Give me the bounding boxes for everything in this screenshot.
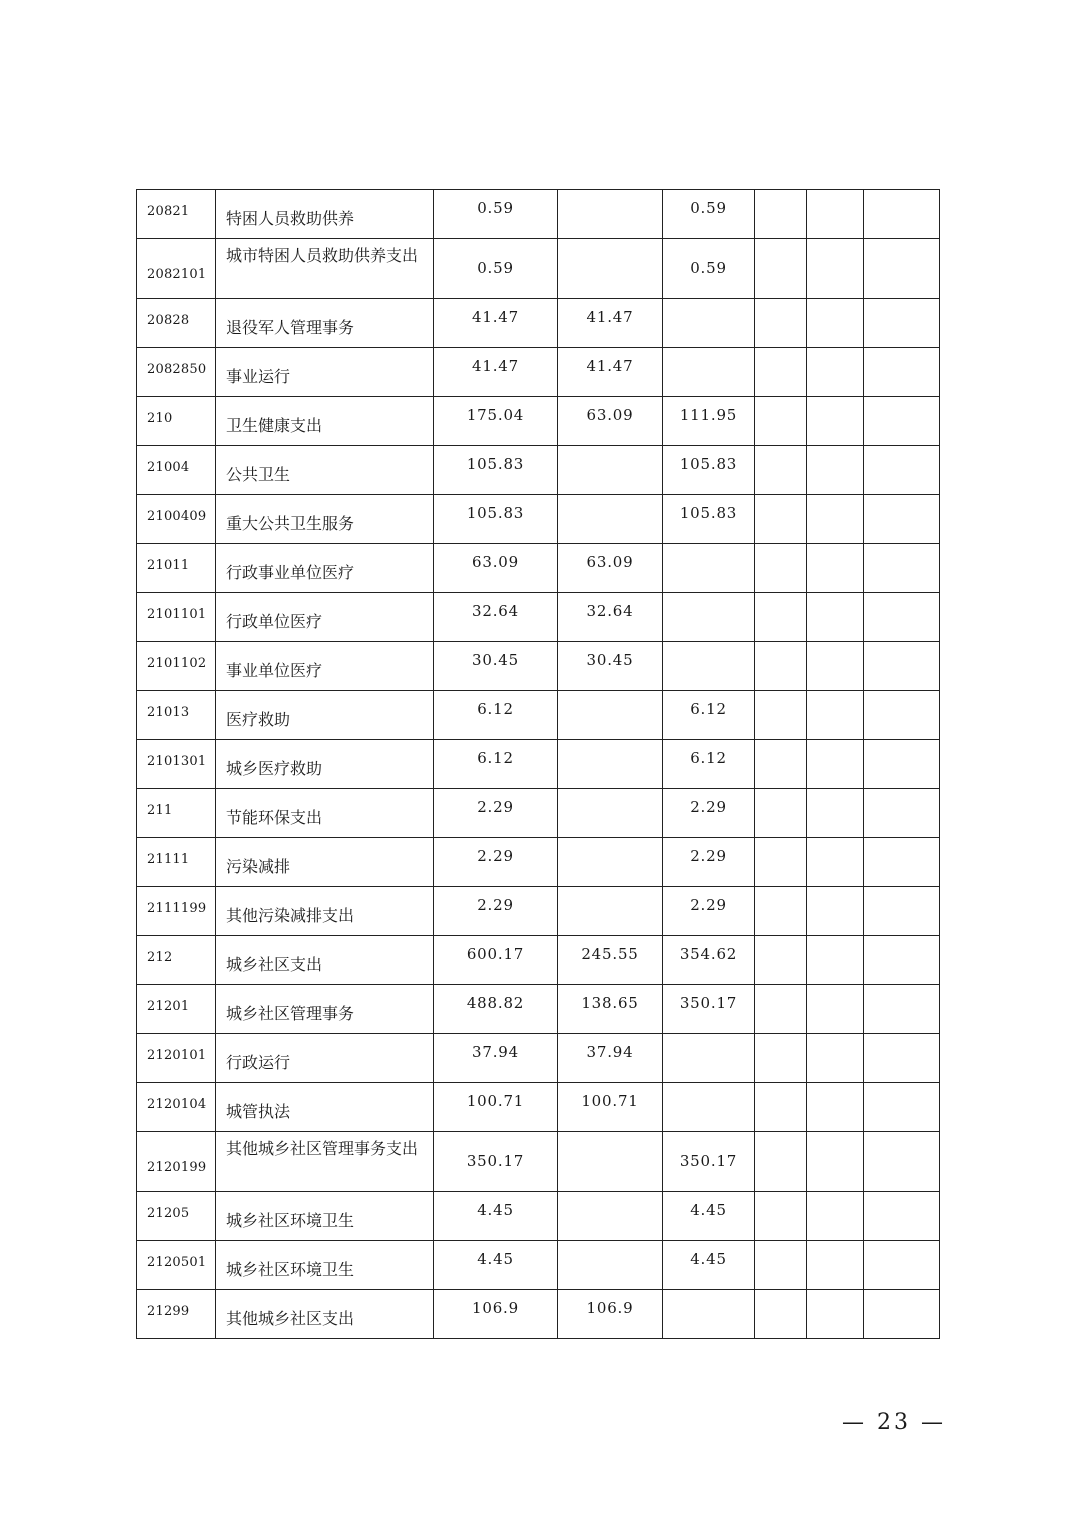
column-6-cell (755, 1132, 807, 1192)
account-name-cell: 医疗救助 (216, 691, 434, 740)
column-6-cell (755, 1192, 807, 1241)
column-7-cell (807, 495, 864, 544)
column-8-cell (864, 1241, 940, 1290)
column-6-cell (755, 299, 807, 348)
project-expenditure-cell: 0.59 (663, 190, 755, 239)
table-row (137, 397, 940, 446)
column-6-cell (755, 544, 807, 593)
total-cell: 37.94 (434, 1034, 558, 1083)
basic-expenditure-cell: 63.09 (558, 397, 663, 446)
column-7-cell (807, 190, 864, 239)
column-6-cell (755, 838, 807, 887)
account-code-cell: 212 (137, 936, 216, 985)
column-8-cell (864, 299, 940, 348)
basic-expenditure-cell: 30.45 (558, 642, 663, 691)
table-row (137, 1192, 940, 1241)
table-row (137, 239, 940, 299)
basic-expenditure-cell (558, 887, 663, 936)
column-7-cell (807, 593, 864, 642)
basic-expenditure-cell (558, 1241, 663, 1290)
account-name-cell: 退役军人管理事务 (216, 299, 434, 348)
account-name-cell: 污染减排 (216, 838, 434, 887)
account-name-cell: 事业运行 (216, 348, 434, 397)
account-code-cell: 2111199 (137, 887, 216, 936)
table-row (137, 1241, 940, 1290)
column-7-cell (807, 1132, 864, 1192)
project-expenditure-cell (663, 593, 755, 642)
basic-expenditure-cell (558, 691, 663, 740)
table-row (137, 642, 940, 691)
project-expenditure-cell: 350.17 (663, 985, 755, 1034)
column-7-cell (807, 397, 864, 446)
account-name-cell: 重大公共卫生服务 (216, 495, 434, 544)
project-expenditure-cell (663, 1290, 755, 1339)
basic-expenditure-cell (558, 838, 663, 887)
project-expenditure-cell: 105.83 (663, 495, 755, 544)
account-code-cell: 21299 (137, 1290, 216, 1339)
total-cell: 30.45 (434, 642, 558, 691)
project-expenditure-cell: 354.62 (663, 936, 755, 985)
column-8-cell (864, 495, 940, 544)
table-row (137, 740, 940, 789)
table-row (137, 838, 940, 887)
column-6-cell (755, 691, 807, 740)
basic-expenditure-cell (558, 1192, 663, 1241)
project-expenditure-cell (663, 642, 755, 691)
basic-expenditure-cell (558, 1132, 663, 1192)
column-8-cell (864, 593, 940, 642)
account-name-cell: 城乡社区环境卫生 (216, 1192, 434, 1241)
column-6-cell (755, 985, 807, 1034)
total-cell: 2.29 (434, 838, 558, 887)
total-cell: 32.64 (434, 593, 558, 642)
column-6-cell (755, 1241, 807, 1290)
column-8-cell (864, 1290, 940, 1339)
account-name-cell: 城乡医疗救助 (216, 740, 434, 789)
column-8-cell (864, 740, 940, 789)
column-8-cell (864, 544, 940, 593)
account-name-cell: 城管执法 (216, 1083, 434, 1132)
total-cell: 350.17 (434, 1132, 558, 1192)
project-expenditure-cell: 2.29 (663, 789, 755, 838)
basic-expenditure-cell: 37.94 (558, 1034, 663, 1083)
basic-expenditure-cell (558, 740, 663, 789)
project-expenditure-cell (663, 299, 755, 348)
account-name-cell: 其他城乡社区管理事务支出 (216, 1132, 434, 1192)
total-cell: 106.9 (434, 1290, 558, 1339)
table-row (137, 1034, 940, 1083)
column-8-cell (864, 1034, 940, 1083)
column-8-cell (864, 789, 940, 838)
account-code-cell: 21004 (137, 446, 216, 495)
table-row (137, 936, 940, 985)
column-8-cell (864, 985, 940, 1034)
basic-expenditure-cell (558, 239, 663, 299)
table-row (137, 985, 940, 1034)
account-name-cell: 节能环保支出 (216, 789, 434, 838)
basic-expenditure-cell: 41.47 (558, 299, 663, 348)
column-7-cell (807, 642, 864, 691)
basic-expenditure-cell (558, 495, 663, 544)
account-code-cell: 21201 (137, 985, 216, 1034)
basic-expenditure-cell: 106.9 (558, 1290, 663, 1339)
table-row (137, 1290, 940, 1339)
column-8-cell (864, 691, 940, 740)
project-expenditure-cell (663, 348, 755, 397)
account-code-cell: 20821 (137, 190, 216, 239)
total-cell: 2.29 (434, 789, 558, 838)
column-8-cell (864, 348, 940, 397)
column-6-cell (755, 740, 807, 789)
basic-expenditure-cell (558, 789, 663, 838)
table-row (137, 348, 940, 397)
column-6-cell (755, 239, 807, 299)
column-7-cell (807, 691, 864, 740)
column-7-cell (807, 740, 864, 789)
column-8-cell (864, 936, 940, 985)
table-row (137, 593, 940, 642)
page-number: — 23 — (842, 1410, 946, 1435)
basic-expenditure-cell (558, 446, 663, 495)
account-code-cell: 2101301 (137, 740, 216, 789)
column-7-cell (807, 446, 864, 495)
total-cell: 6.12 (434, 691, 558, 740)
total-cell: 488.82 (434, 985, 558, 1034)
column-8-cell (864, 239, 940, 299)
table-row (137, 789, 940, 838)
column-7-cell (807, 348, 864, 397)
column-7-cell (807, 544, 864, 593)
column-7-cell (807, 936, 864, 985)
column-7-cell (807, 1241, 864, 1290)
table-row (137, 1132, 940, 1192)
total-cell: 105.83 (434, 495, 558, 544)
account-code-cell: 2082850 (137, 348, 216, 397)
total-cell: 6.12 (434, 740, 558, 789)
table-row (137, 1083, 940, 1132)
account-code-cell: 210 (137, 397, 216, 446)
project-expenditure-cell (663, 1034, 755, 1083)
account-code-cell: 21011 (137, 544, 216, 593)
basic-expenditure-cell: 138.65 (558, 985, 663, 1034)
account-name-cell: 城市特困人员救助供养支出 (216, 239, 434, 299)
column-7-cell (807, 299, 864, 348)
account-code-cell: 20828 (137, 299, 216, 348)
project-expenditure-cell: 4.45 (663, 1241, 755, 1290)
column-8-cell (864, 190, 940, 239)
account-name-cell: 城乡社区环境卫生 (216, 1241, 434, 1290)
account-name-cell: 卫生健康支出 (216, 397, 434, 446)
column-6-cell (755, 789, 807, 838)
column-7-cell (807, 985, 864, 1034)
column-7-cell (807, 1083, 864, 1132)
column-8-cell (864, 446, 940, 495)
total-cell: 105.83 (434, 446, 558, 495)
account-name-cell: 行政运行 (216, 1034, 434, 1083)
table-row (137, 495, 940, 544)
column-8-cell (864, 642, 940, 691)
account-code-cell: 2101101 (137, 593, 216, 642)
basic-expenditure-cell: 32.64 (558, 593, 663, 642)
project-expenditure-cell: 111.95 (663, 397, 755, 446)
table-row (137, 190, 940, 239)
column-7-cell (807, 1034, 864, 1083)
column-6-cell (755, 936, 807, 985)
project-expenditure-cell: 2.29 (663, 887, 755, 936)
total-cell: 63.09 (434, 544, 558, 593)
basic-expenditure-cell: 63.09 (558, 544, 663, 593)
project-expenditure-cell: 4.45 (663, 1192, 755, 1241)
column-8-cell (864, 397, 940, 446)
total-cell: 0.59 (434, 190, 558, 239)
account-code-cell: 2120501 (137, 1241, 216, 1290)
column-6-cell (755, 642, 807, 691)
column-6-cell (755, 593, 807, 642)
account-code-cell: 211 (137, 789, 216, 838)
account-name-cell: 其他城乡社区支出 (216, 1290, 434, 1339)
budget-table (136, 189, 940, 1339)
table-row (137, 544, 940, 593)
account-name-cell: 城乡社区管理事务 (216, 985, 434, 1034)
total-cell: 0.59 (434, 239, 558, 299)
table-body (137, 190, 940, 1339)
project-expenditure-cell: 6.12 (663, 691, 755, 740)
project-expenditure-cell: 105.83 (663, 446, 755, 495)
account-name-cell: 行政单位医疗 (216, 593, 434, 642)
account-code-cell: 2120101 (137, 1034, 216, 1083)
column-8-cell (864, 887, 940, 936)
column-6-cell (755, 1034, 807, 1083)
column-6-cell (755, 348, 807, 397)
column-7-cell (807, 1290, 864, 1339)
account-code-cell: 2101102 (137, 642, 216, 691)
account-name-cell: 事业单位医疗 (216, 642, 434, 691)
account-code-cell: 2082101 (137, 239, 216, 299)
account-code-cell: 21111 (137, 838, 216, 887)
account-name-cell: 特困人员救助供养 (216, 190, 434, 239)
total-cell: 4.45 (434, 1241, 558, 1290)
total-cell: 175.04 (434, 397, 558, 446)
account-code-cell: 2120199 (137, 1132, 216, 1192)
total-cell: 2.29 (434, 887, 558, 936)
project-expenditure-cell (663, 544, 755, 593)
basic-expenditure-cell (558, 190, 663, 239)
column-8-cell (864, 1132, 940, 1192)
column-6-cell (755, 887, 807, 936)
column-7-cell (807, 239, 864, 299)
project-expenditure-cell: 6.12 (663, 740, 755, 789)
basic-expenditure-cell: 41.47 (558, 348, 663, 397)
total-cell: 600.17 (434, 936, 558, 985)
column-6-cell (755, 1290, 807, 1339)
account-code-cell: 21013 (137, 691, 216, 740)
project-expenditure-cell (663, 1083, 755, 1132)
total-cell: 41.47 (434, 299, 558, 348)
column-7-cell (807, 887, 864, 936)
account-code-cell: 2100409 (137, 495, 216, 544)
project-expenditure-cell: 350.17 (663, 1132, 755, 1192)
basic-expenditure-cell: 100.71 (558, 1083, 663, 1132)
account-name-cell: 行政事业单位医疗 (216, 544, 434, 593)
column-8-cell (864, 1083, 940, 1132)
account-name-cell: 城乡社区支出 (216, 936, 434, 985)
table-row (137, 887, 940, 936)
column-7-cell (807, 1192, 864, 1241)
column-7-cell (807, 789, 864, 838)
column-6-cell (755, 1083, 807, 1132)
total-cell: 41.47 (434, 348, 558, 397)
column-6-cell (755, 495, 807, 544)
column-6-cell (755, 397, 807, 446)
project-expenditure-cell: 2.29 (663, 838, 755, 887)
account-name-cell: 其他污染减排支出 (216, 887, 434, 936)
column-8-cell (864, 1192, 940, 1241)
basic-expenditure-cell: 245.55 (558, 936, 663, 985)
total-cell: 4.45 (434, 1192, 558, 1241)
column-6-cell (755, 446, 807, 495)
account-code-cell: 21205 (137, 1192, 216, 1241)
table-row (137, 691, 940, 740)
column-7-cell (807, 838, 864, 887)
account-code-cell: 2120104 (137, 1083, 216, 1132)
total-cell: 100.71 (434, 1083, 558, 1132)
project-expenditure-cell: 0.59 (663, 239, 755, 299)
table-row (137, 446, 940, 495)
column-6-cell (755, 190, 807, 239)
account-name-cell: 公共卫生 (216, 446, 434, 495)
table-row (137, 299, 940, 348)
column-8-cell (864, 838, 940, 887)
